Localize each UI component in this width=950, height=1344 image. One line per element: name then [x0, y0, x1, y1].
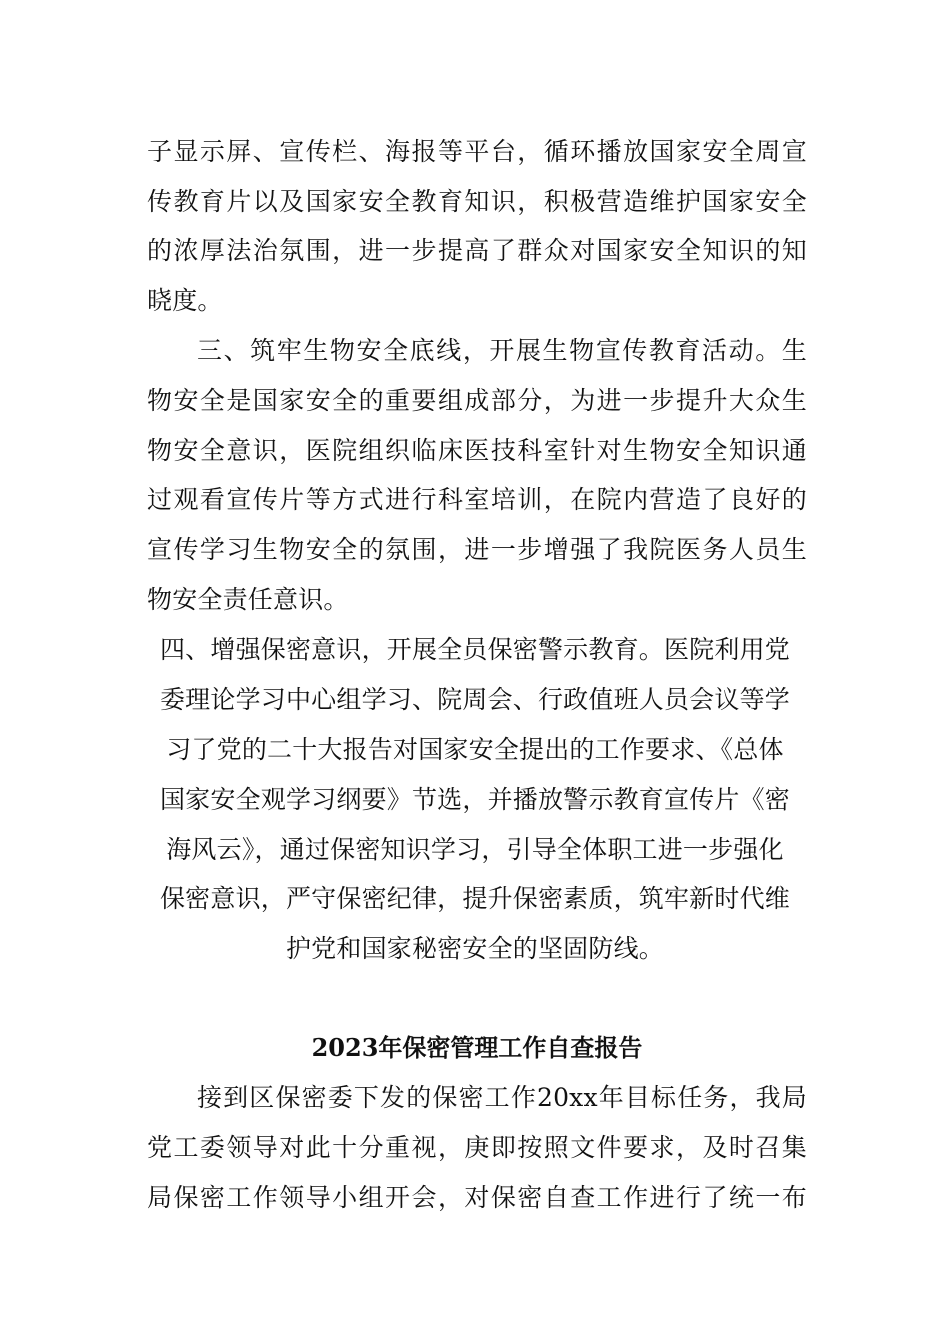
paragraph-1-line-1: 子显示屏、宣传栏、海报等平台，循环播放国家安全周宣 [147, 137, 807, 166]
paragraph-3-line-5: 海风云》，通过保密知识学习，引导全体职工进一步强化 [166, 835, 784, 864]
paragraph-1-line-3: 的浓厚法治氛围，进一步提高了群众对国家安全知识的知 [147, 236, 807, 265]
paragraph-2-line-5: 宣传学习生物安全的氛围，进一步增强了我院医务人员生 [147, 535, 807, 564]
paragraph-2-line-3: 物安全意识，医院组织临床医技科室针对生物安全知识通 [147, 436, 807, 465]
paragraph-2-line-6: 物安全责任意识。 [147, 585, 349, 614]
paragraph-3-line-1: 四、增强保密意识，开展全员保密警示教育。医院利用党 [159, 635, 790, 664]
paragraph-3-line-4: 国家安全观学习纲要》节选，并播放警示教育宣传片《密 [159, 785, 790, 814]
paragraph-1-line-2: 传教育片以及国家安全教育知识，积极营造维护国家安全 [147, 187, 807, 216]
paragraph-2-line-1: 三、筑牢生物安全底线，开展生物宣传教育活动。生 [197, 336, 807, 365]
paragraph-4-line-2: 党工委领导对此十分重视，庚即按照文件要求，及时召集 [147, 1133, 807, 1162]
paragraph-3-line-6: 保密意识，严守保密纪律，提升保密素质，筑牢新时代维 [159, 884, 790, 913]
paragraph-3-line-2: 委理论学习中心组学习、院周会、行政值班人员会议等学 [159, 685, 790, 714]
paragraph-3-line-7: 护党和国家秘密安全的坚固防线。 [285, 934, 664, 963]
paragraph-2-line-4: 过观看宣传片等方式进行科室培训，在院内营造了良好的 [147, 485, 807, 514]
paragraph-1-line-4: 晓度。 [147, 286, 223, 315]
paragraph-4-line-3: 局保密工作领导小组开会，对保密自查工作进行了统一布 [147, 1183, 807, 1212]
paragraph-4-line-1: 接到区保密委下发的保密工作20xx年目标任务，我局 [197, 1083, 807, 1112]
report-title: 2023年保密管理工作自查报告 [311, 1033, 643, 1062]
paragraph-2-line-2: 物安全是国家安全的重要组成部分，为进一步提升大众生 [147, 386, 807, 415]
paragraph-3-line-3: 习了党的二十大报告对国家安全提出的工作要求、《总体 [166, 735, 784, 764]
